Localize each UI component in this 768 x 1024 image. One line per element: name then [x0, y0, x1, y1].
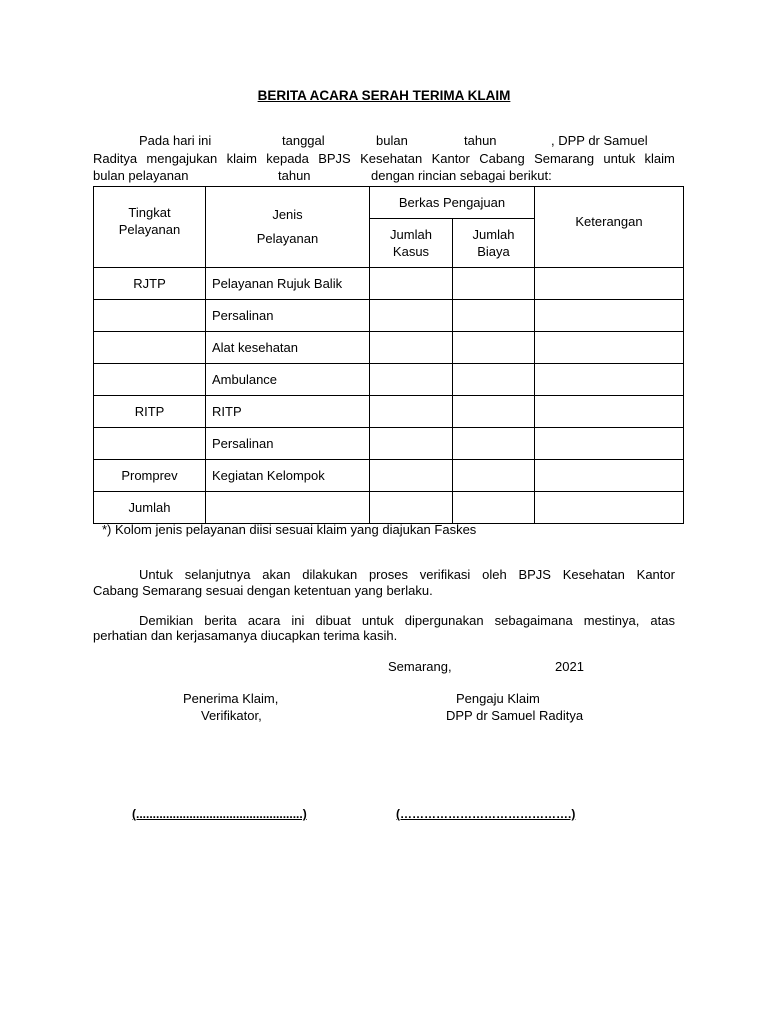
- cell-tingkat: Jumlah: [94, 492, 206, 524]
- intro-word: untuk: [603, 151, 636, 166]
- cell-biaya: [453, 268, 535, 300]
- intro-word: Kesehatan: [360, 151, 423, 166]
- para3-line-1: [139, 613, 675, 629]
- para3-word: untuk: [361, 613, 394, 628]
- cell-kasus: [370, 428, 453, 460]
- header-keterangan: Keterangan: [535, 187, 684, 268]
- header-jumlah-biaya: Jumlah Biaya: [453, 219, 535, 268]
- para3-word: dipergunakan: [404, 613, 484, 628]
- pengaju-name: DPP dr Samuel Raditya: [446, 708, 584, 723]
- para2-word: BPJS: [518, 567, 551, 582]
- para2-word: dilakukan: [302, 567, 358, 582]
- para3-line-2: perhatian dan kerjasamanya diucapkan terima kasih.: [93, 628, 398, 643]
- para3-word: atas: [650, 613, 675, 628]
- para3-word: ini: [291, 613, 305, 628]
- cell-kasus: [370, 332, 453, 364]
- cell-kasus: [370, 460, 453, 492]
- cell-biaya: [453, 332, 535, 364]
- para2-word: oleh: [482, 567, 507, 582]
- cell-biaya: [453, 428, 535, 460]
- cell-keterangan: [535, 396, 684, 428]
- cell-jenis: Alat kesehatan: [206, 332, 370, 364]
- claim-table: [93, 186, 684, 524]
- intro-word: klaim: [226, 151, 257, 166]
- intro-tahun-2: tahun: [278, 168, 311, 183]
- cell-tingkat: Promprev: [94, 460, 206, 492]
- intro-word: Semarang: [534, 151, 595, 166]
- cell-tingkat: [94, 332, 206, 364]
- cell-jenis: [206, 492, 370, 524]
- table-row-total: [94, 492, 684, 524]
- intro-word: Kantor: [431, 151, 470, 166]
- intro-word: kepada: [266, 151, 309, 166]
- cell-tingkat: [94, 428, 206, 460]
- cell-keterangan: [535, 364, 684, 396]
- cell-jenis: Persalinan: [206, 428, 370, 460]
- cell-keterangan: [535, 492, 684, 524]
- signature-line-left: (..................................................): [132, 807, 307, 821]
- document-title: BERITA ACARA SERAH TERIMA KLAIM: [257, 88, 511, 103]
- para2-word: Untuk: [139, 567, 173, 582]
- para2-word: proses: [368, 567, 408, 582]
- cell-biaya: [453, 300, 535, 332]
- intro-bulan-pelayanan: bulan pelayanan: [93, 168, 189, 183]
- header-tingkat: Tingkat Pelayanan: [94, 187, 206, 268]
- intro-tahun: tahun: [464, 133, 497, 148]
- pengaju-label: Pengaju Klaim: [456, 691, 540, 706]
- cell-jenis: Pelayanan Rujuk Balik: [206, 268, 370, 300]
- para3-word: dibuat: [315, 613, 351, 628]
- cell-kasus: [370, 396, 453, 428]
- cell-keterangan: [535, 428, 684, 460]
- intro-line-2: [93, 151, 675, 167]
- para2-word: Kesehatan: [562, 567, 625, 582]
- cell-keterangan: [535, 460, 684, 492]
- para2-line-1: [139, 567, 675, 583]
- intro-word: mengajukan: [146, 151, 218, 166]
- table-row: [94, 428, 684, 460]
- header-jumlah-kasus: Jumlah Kasus: [370, 219, 453, 268]
- intro-tanggal: tanggal: [282, 133, 325, 148]
- cell-tingkat: RJTP: [94, 268, 206, 300]
- verifikator-label: Verifikator,: [201, 708, 262, 723]
- cell-kasus: [370, 300, 453, 332]
- year-text: 2021: [555, 659, 584, 674]
- table-row: [94, 332, 684, 364]
- cell-biaya: [453, 492, 535, 524]
- place-text: Semarang,: [388, 659, 452, 674]
- para2-word: verifikasi: [419, 567, 471, 582]
- table-row: [94, 460, 684, 492]
- cell-biaya: [453, 460, 535, 492]
- cell-jenis: Persalinan: [206, 300, 370, 332]
- cell-keterangan: [535, 332, 684, 364]
- para2-word: selanjutnya: [184, 567, 251, 582]
- cell-jenis: Kegiatan Kelompok: [206, 460, 370, 492]
- cell-biaya: [453, 364, 535, 396]
- cell-jenis: RITP: [206, 396, 370, 428]
- table-row: [94, 396, 684, 428]
- para3-word: berita: [204, 613, 237, 628]
- cell-kasus: [370, 268, 453, 300]
- para2-line-2: Cabang Semarang sesuai dengan ketentuan yang berlaku.: [93, 583, 433, 598]
- table-row: [94, 300, 684, 332]
- para2-word: Kantor: [636, 567, 675, 582]
- intro-word: Cabang: [479, 151, 525, 166]
- cell-tingkat: [94, 364, 206, 396]
- intro-word: Raditya: [93, 151, 138, 166]
- intro-word: BPJS: [318, 151, 351, 166]
- intro-bulan: bulan: [376, 133, 408, 148]
- cell-tingkat: RITP: [94, 396, 206, 428]
- cell-tingkat: [94, 300, 206, 332]
- para3-word: mestinya,: [583, 613, 640, 628]
- table-footnote: *) Kolom jenis pelayanan diisi sesuai klaim yang diajukan Faskes: [102, 522, 477, 537]
- para3-word: Demikian: [139, 613, 194, 628]
- intro-rincian: dengan rincian sebagai berikut:: [371, 168, 552, 183]
- cell-jenis: Ambulance: [206, 364, 370, 396]
- header-jenis: Jenis Pelayanan: [206, 187, 370, 268]
- table-row: [94, 268, 684, 300]
- cell-keterangan: [535, 300, 684, 332]
- intro-hari: Pada hari ini: [139, 133, 212, 148]
- penerima-label: Penerima Klaim,: [183, 691, 279, 706]
- cell-kasus: [370, 364, 453, 396]
- intro-word: klaim: [644, 151, 675, 166]
- cell-kasus: [370, 492, 453, 524]
- table-row: [94, 364, 684, 396]
- cell-biaya: [453, 396, 535, 428]
- intro-dpp: , DPP dr Samuel: [551, 133, 648, 148]
- para2-word: akan: [262, 567, 291, 582]
- para3-word: sebagaimana: [494, 613, 573, 628]
- signature-line-right: (…………………………………….): [396, 807, 576, 821]
- cell-keterangan: [535, 268, 684, 300]
- para3-word: acara: [247, 613, 281, 628]
- header-berkas: Berkas Pengajuan: [370, 187, 535, 219]
